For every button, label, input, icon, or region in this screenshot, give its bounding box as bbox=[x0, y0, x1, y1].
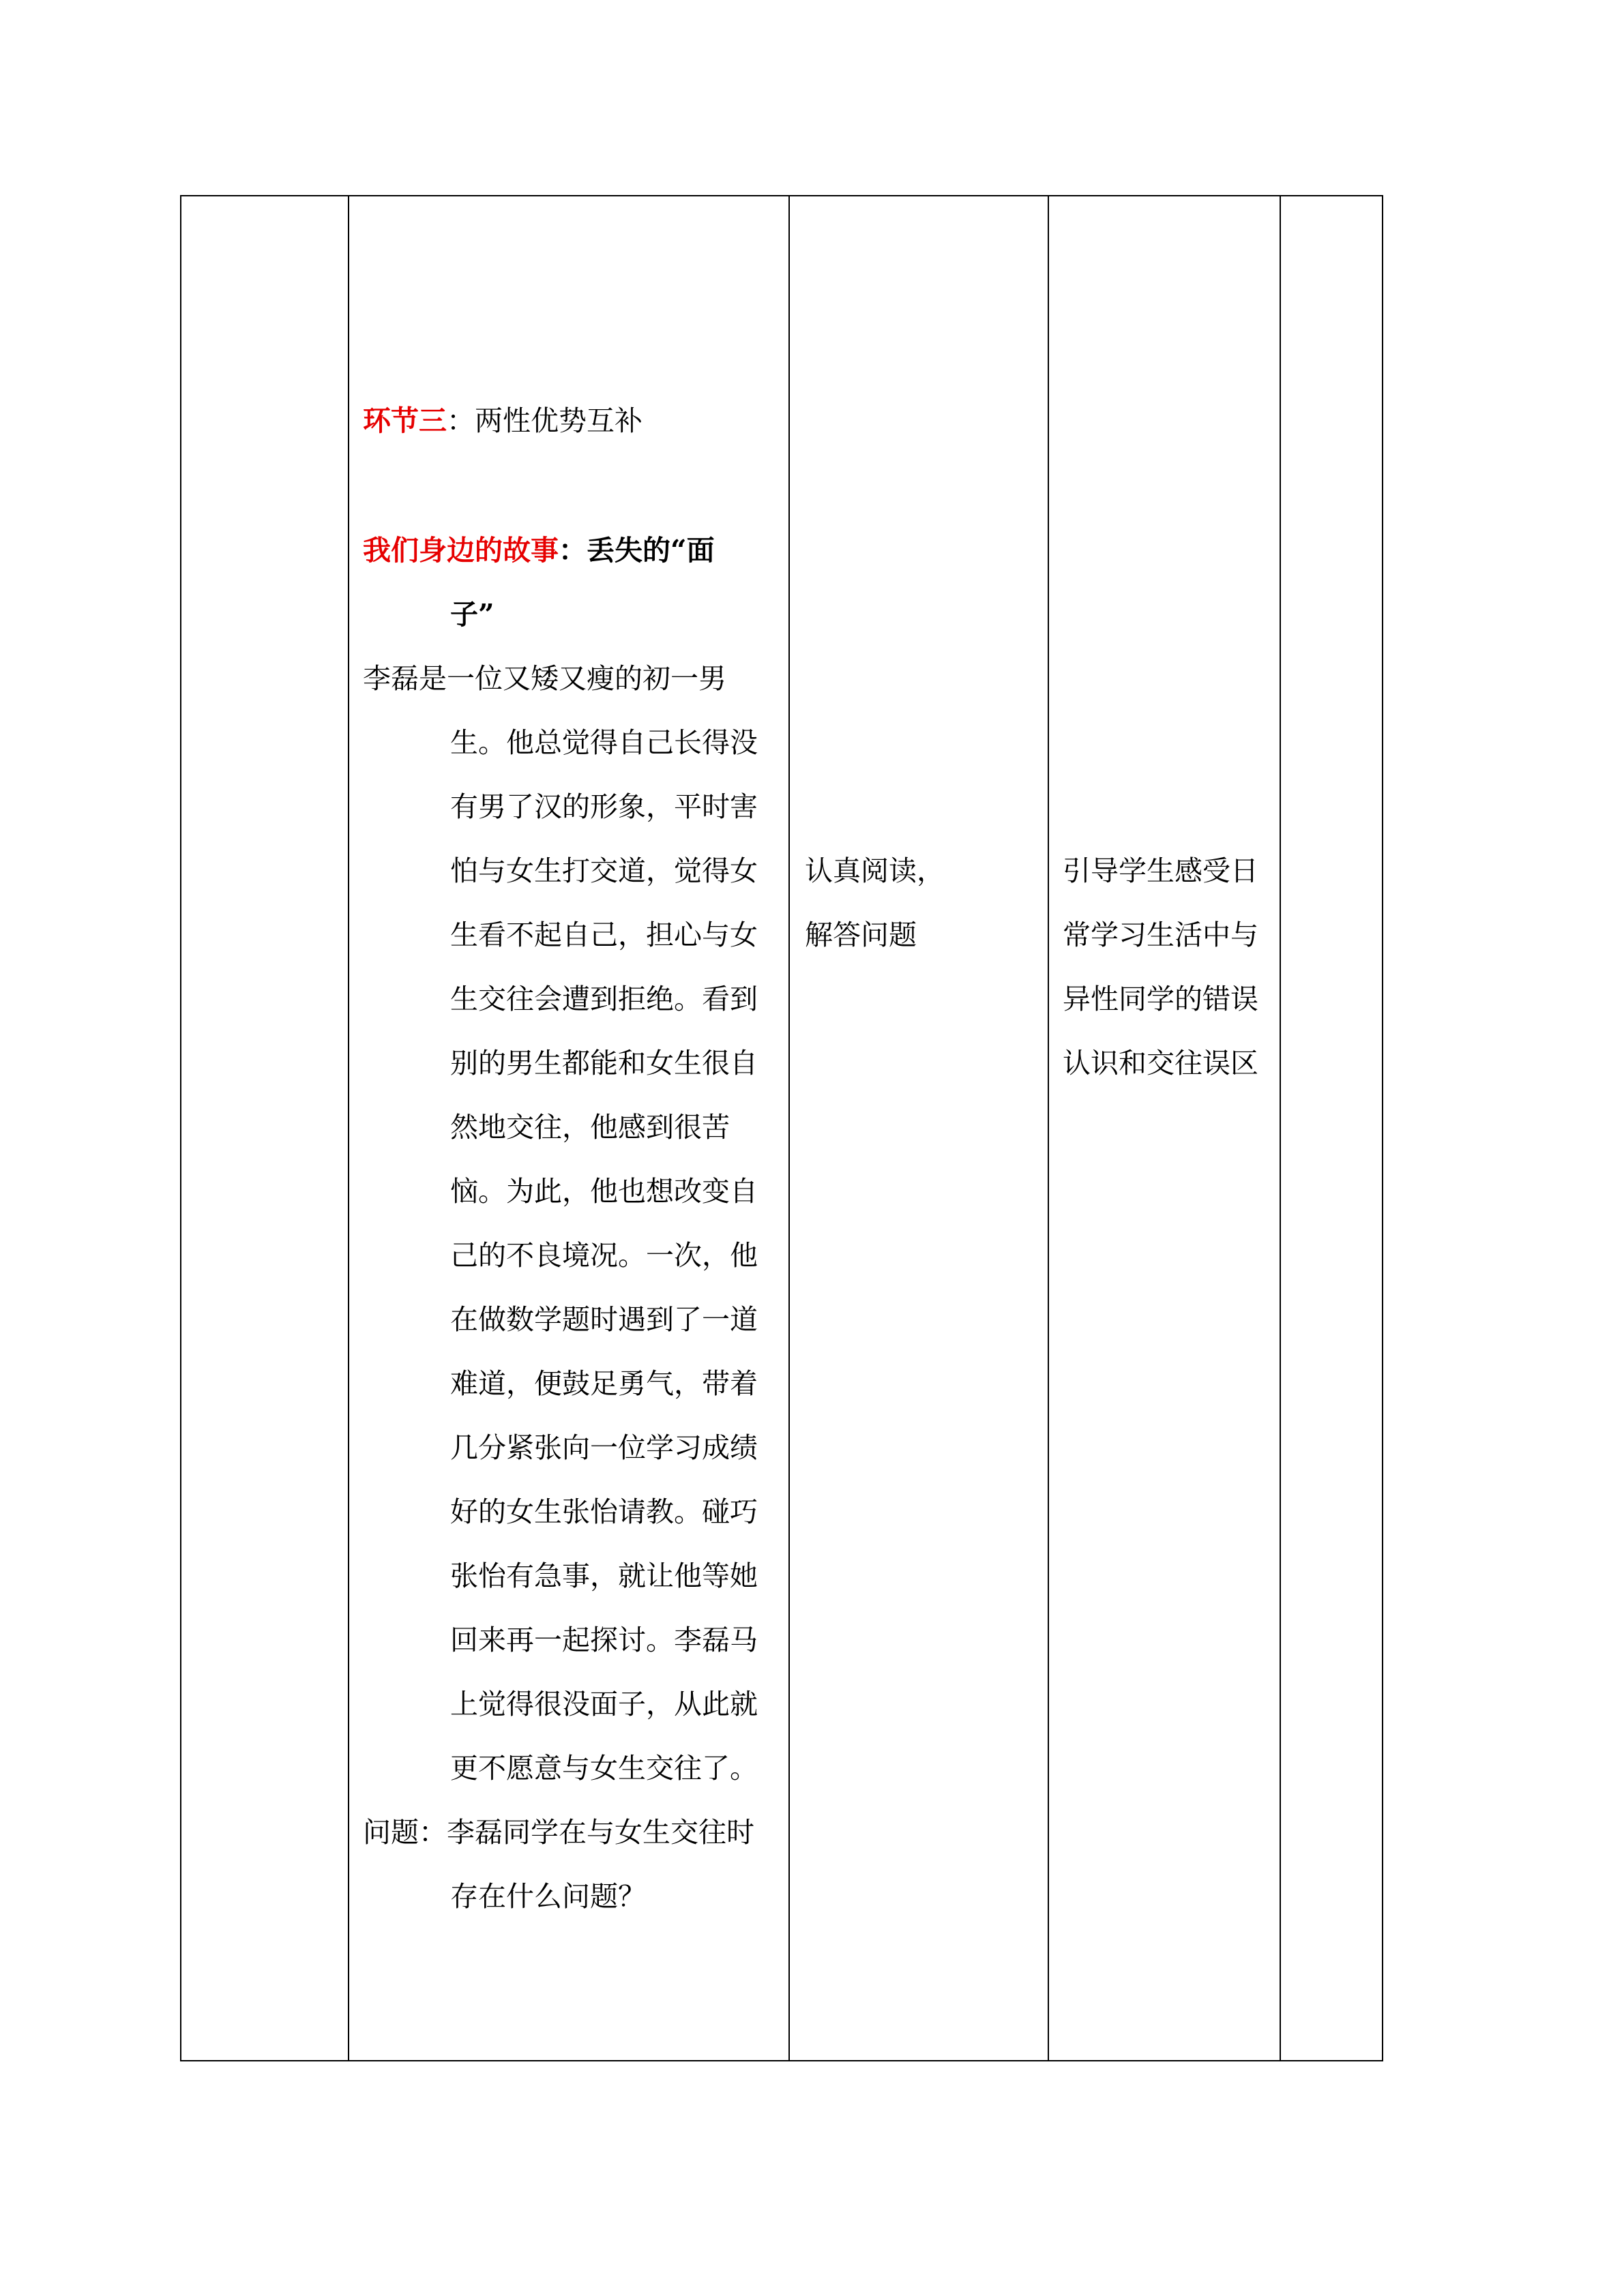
column-divider bbox=[1048, 196, 1049, 2060]
section-title: 两性优势互补 bbox=[475, 404, 643, 437]
lesson-table bbox=[180, 195, 1383, 2061]
story-line: 好的女生张怡请教。碰巧 bbox=[450, 1495, 758, 1528]
story-line: 上觉得很没面子，从此就 bbox=[450, 1688, 758, 1720]
design-intent-line: 引导学生感受日 bbox=[1063, 854, 1258, 887]
story-line: 己的不良境况。一次，他 bbox=[450, 1239, 758, 1272]
story-line: 在做数学题时遇到了一道 bbox=[450, 1303, 758, 1336]
story-line: 难道，便鼓足勇气，带着 bbox=[450, 1367, 758, 1400]
column-divider bbox=[1280, 196, 1281, 2060]
story-line: 生。他总觉得自己长得没 bbox=[450, 726, 758, 759]
question-line: 问题：李磊同学在与女生交往时 bbox=[363, 1816, 754, 1849]
story-line: 恼。为此，他也想改变自 bbox=[450, 1175, 758, 1208]
story-sep: ： bbox=[559, 534, 587, 567]
student-activity-line: 认真阅读， bbox=[805, 854, 945, 887]
story-title-cont: 子” bbox=[450, 598, 494, 631]
story-line: 回来再一起探讨。李磊马 bbox=[450, 1624, 758, 1656]
story-line: 张怡有急事，就让他等她 bbox=[450, 1560, 758, 1592]
section-sep: ： bbox=[447, 404, 475, 437]
story-title: 丢失的“面 bbox=[587, 534, 715, 567]
story-line: 几分紧张向一位学习成绩 bbox=[450, 1431, 758, 1464]
column-divider bbox=[788, 196, 790, 2060]
design-intent-line: 异性同学的错误 bbox=[1063, 983, 1258, 1015]
story-line: 生交往会遭到拒绝。看到 bbox=[450, 983, 758, 1015]
story-line: 更不愿意与女生交往了。 bbox=[450, 1752, 758, 1785]
design-intent-line: 认识和交往误区 bbox=[1063, 1047, 1258, 1079]
story-line: 生看不起自己，担心与女 bbox=[450, 919, 758, 951]
story-line: 别的男生都能和女生很自 bbox=[450, 1047, 758, 1079]
section-label: 环节三 bbox=[363, 404, 447, 437]
story-label: 我们身边的故事 bbox=[363, 534, 559, 567]
student-activity-line: 解答问题 bbox=[805, 919, 917, 951]
story-line: 然地交往，他感到很苦 bbox=[450, 1111, 730, 1144]
section-heading bbox=[363, 389, 643, 453]
column-divider bbox=[348, 196, 349, 2060]
question-line: 存在什么问题？ bbox=[450, 1880, 646, 1913]
story-line: 李磊是一位又矮又瘦的初一男 bbox=[363, 662, 726, 695]
story-heading bbox=[363, 518, 715, 582]
story-line: 怕与女生打交道，觉得女 bbox=[450, 854, 758, 887]
design-intent-line: 常学习生活中与 bbox=[1063, 919, 1258, 951]
story-line: 有男了汉的形象，平时害 bbox=[450, 790, 758, 823]
